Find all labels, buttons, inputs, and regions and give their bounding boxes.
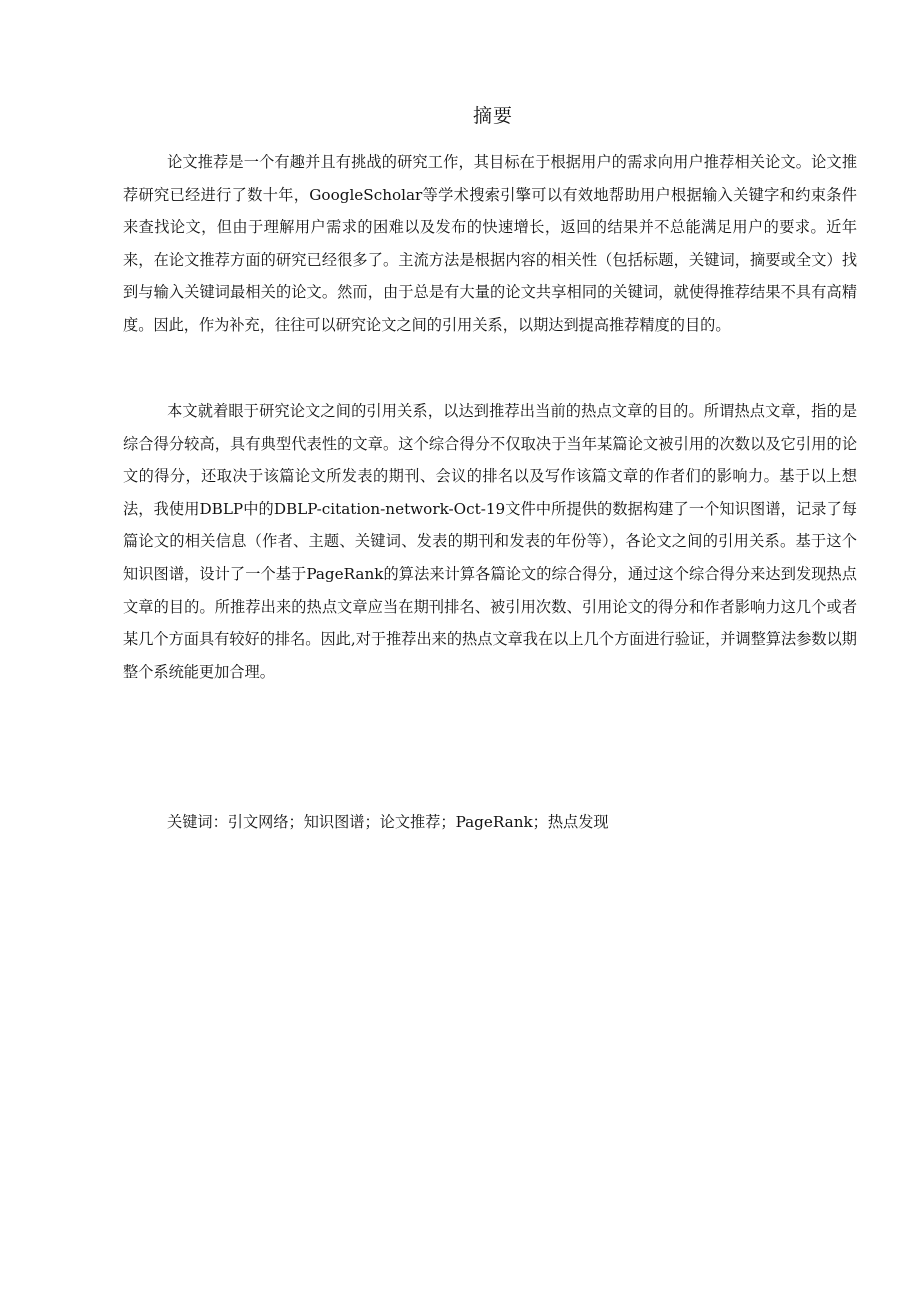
keywords-line: 关键词：引文网络；知识图谱；论文推荐；PageRank；热点发现 — [167, 813, 609, 831]
abstract-paragraph-1: 论文推荐是一个有趣并且有挑战的研究工作，其目标在于根据用户的需求向用户推荐相关论文。论文推荐研究已经进行了数十年，GoogleScholar等学术搜索引擎可以有效地帮助用户根据输入关键字和约束条件来查找论文，但由于理解用户需求的困难以及发布的快速增长，返回的结果并不总能满足用户的要求。近年来，在论文推荐方面的研究已经很多了。主流方法是根据内容的相关性（包括标题，关键词，摘要或全文）找到与输入关键词最相关的论文。然而，由于总是有大量的论文共享相同的关键词，就使得推荐结果不具有高精度。因此，作为补充，往往可以研究论文之间的引用关系，以期达到提高推荐精度的目的。 — [123, 153, 857, 334]
abstract-title: 摘要 — [472, 105, 513, 127]
abstract-paragraph-2: 本文就着眼于研究论文之间的引用关系，以达到推荐出当前的热点文章的目的。所谓热点文章，指的是综合得分较高，具有典型代表性的文章。这个综合得分不仅取决于当年某篇论文被引用的次数以及它引用的论文的得分，还取决于该篇论文所发表的期刊、会议的排名以及写作该篇文章的作者们的影响力。基于以上想法，我使用DBLP中的DBLP-citation-network-Oct-19文件中所提供的数据构建了一个知识图谱，记录了每篇论文的相关信息（作者、主题、关键词、发表的期刊和发表的年份等），各论文之间的引用关系。基于这个知识图谱，设计了一个基于PageRank的算法来计算各篇论文的综合得分，通过这个综合得分来达到发现热点文章的目的。所推荐出来的热点文章应当在期刊排名、被引用次数、引用论文的得分和作者影响力这几个或者某几个方面具有较好的排名。因此,对于推荐出来的热点文章我在以上几个方面进行验证，并调整算法参数以期整个系统能更加合理。 — [123, 402, 857, 681]
